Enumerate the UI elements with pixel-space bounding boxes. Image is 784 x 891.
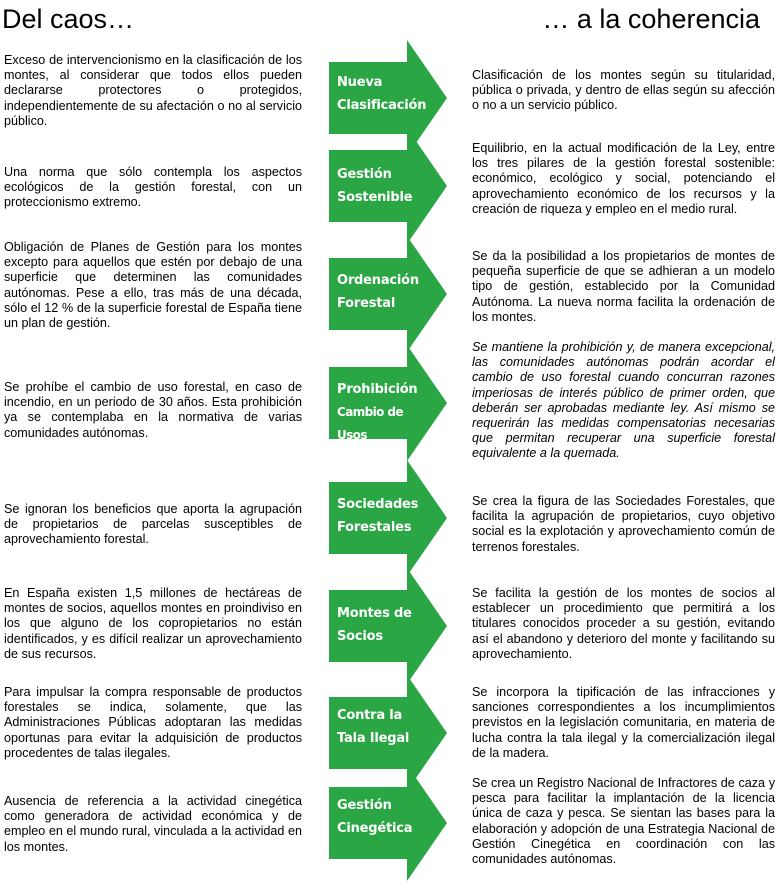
row-2-arrow bbox=[329, 128, 447, 244]
row-2-arrow-label bbox=[337, 163, 429, 209]
row-3-arrow-label bbox=[337, 269, 429, 315]
row-3-arrow bbox=[329, 236, 447, 352]
right-title: … a la coherencia bbox=[542, 4, 760, 34]
row-5-label-line2: Forestales bbox=[337, 520, 412, 535]
row-5-label-line1: Sociedades bbox=[337, 497, 419, 512]
row-5-after-text: Se crea la figura de las Sociedades Forestales, que facilita la agrupación de propietarios, cuyo objetivo social es la explotación y aprovechamiento común de terrenos forestales. bbox=[472, 494, 775, 554]
row-8-before-text: Ausencia de referencia a la actividad cinegética como generadora de actividad económica y de empleo en el mundo rural, vinculada a la actividad en los montes. bbox=[4, 794, 302, 854]
row-3-before-text: Obligación de Planes de Gestión para los montes excepto para aquellos que estén por debajo de una superficie que determinen las comunidades autónomas. Pese a ello, tras más de una década, sólo el 12 % de la superficie forestal de España tiene un plan de gestión. bbox=[4, 240, 302, 331]
row-7-label-line1: Contra la bbox=[337, 708, 403, 723]
row-8-label-line2: Cinegética bbox=[337, 821, 413, 836]
row-8-arrow bbox=[329, 765, 447, 881]
row-8-label-line1: Gestión bbox=[337, 798, 392, 813]
row-6-label-line1: Montes de bbox=[337, 606, 412, 621]
row-7-before-text: Para impulsar la compra responsable de productos forestales se indica, solamente, que las Administraciones Públicas adoptaran las medidas oportunas para evitar la adquisición de productos procedentes de talas ilegales. bbox=[4, 685, 302, 760]
row-5-arrow bbox=[329, 460, 447, 576]
row-4-label-line2: Cambio de Usos bbox=[337, 405, 403, 442]
row-6-before-text: En España existen 1,5 millones de hectáreas de montes de socios, aquellos montes en proindiviso en los que alguno de los copropietarios no están identificados, y es difícil realizar un aprovechamiento de sus recursos. bbox=[4, 586, 302, 661]
row-1-label-line2: Clasificación bbox=[337, 98, 427, 113]
row-5-arrow-label bbox=[337, 493, 429, 539]
row-8-after-text: Se crea un Registro Nacional de Infractores de caza y pesca para facilitar la implantación de la licencia única de caza y pesca. Se sientan las bases para la elaboración y adopción de una Estrategia Nacional de Gestión Cinegética en coordinación con las comunidades autónomas. bbox=[472, 776, 775, 867]
row-3-label-line2: Forestal bbox=[337, 296, 396, 311]
row-6-arrow-label bbox=[337, 602, 429, 648]
row-4-label-line1: Prohibición bbox=[337, 382, 418, 397]
row-4-arrow-label bbox=[337, 378, 429, 447]
row-4-after-text: Se mantiene la prohibición y, de manera excepcional, las comunidades autónomas podrán acordar el cambio de uso forestal cuando concurran razones imperiosas de interés público de primer orden, que deberán ser aprobadas mediante ley. Así mismo se requerirán las medidas compensatorias necesarias que permitan recuperar una superficie forestal equivalente a la quemada. bbox=[472, 340, 775, 461]
row-2-label-line2: Sostenible bbox=[337, 190, 413, 205]
row-7-label-line2: Tala Ilegal bbox=[337, 731, 410, 746]
row-2-label-line1: Gestión bbox=[337, 167, 392, 182]
row-5-before-text: Se ignoran los beneficios que aporta la agrupación de propietarios de parcelas susceptibles de aprovechamiento forestal. bbox=[4, 502, 302, 547]
row-7-arrow-label bbox=[337, 704, 429, 750]
row-8-arrow-label bbox=[337, 794, 429, 840]
row-6-after-text: Se facilita la gestión de los montes de socios al establecer un procedimiento que permitirá a los titulares conocidos proceder a su gestión, evitando así el abandono y deterioro del monte y facilitando su aprovechamiento. bbox=[472, 586, 775, 661]
row-2-before-text: Una norma que sólo contempla los aspectos ecológicos de la gestión forestal, con un proteccionismo extremo. bbox=[4, 165, 302, 210]
row-6-label-line2: Socios bbox=[337, 629, 383, 644]
row-1-after-text: Clasificación de los montes según su titularidad, pública o privada, y dentro de ellas según su afección o no a un servicio público. bbox=[472, 68, 775, 113]
left-title: Del caos… bbox=[2, 4, 135, 34]
row-4-before-text: Se prohíbe el cambio de uso forestal, en caso de incendio, en un periodo de 30 años. Esta prohibición ya se contemplaba en la normativa de varias comunidades autónomas. bbox=[4, 380, 302, 440]
row-3-after-text: Se da la posibilidad a los propietarios de montes de pequeña superficie de que se adhieran a un modelo tipo de gestión, establecido por la Comunidad Autónoma. La nueva norma facilita la ordenación de los montes. bbox=[472, 249, 775, 324]
row-1-before-text: Exceso de intervencionismo en la clasificación de los montes, al considerar que todos ellos pueden declararse protectores o protegidos, independientemente de su afectación o no al servicio público. bbox=[4, 53, 302, 128]
row-7-after-text: Se incorpora la tipificación de las infracciones y sanciones correspondientes a los incumplimientos previstos en la legislación comunitaria, en materia de lucha contra la tala ilegal y la comercialización ilegal de la madera. bbox=[472, 685, 775, 760]
row-2-after-text: Equilibrio, en la actual modificación de la Ley, entre los tres pilares de la gestión forestal sostenible: económico, ecológico y social, potenciando el aprovechamiento económico de los recursos y la creación de riqueza y empleo en el medio rural. bbox=[472, 141, 775, 216]
row-1-arrow-label bbox=[337, 71, 429, 117]
row-4-arrow bbox=[329, 345, 447, 461]
row-3-label-line1: Ordenación bbox=[337, 273, 419, 288]
row-1-label-line1: Nueva bbox=[337, 75, 383, 90]
row-6-arrow bbox=[329, 568, 447, 684]
